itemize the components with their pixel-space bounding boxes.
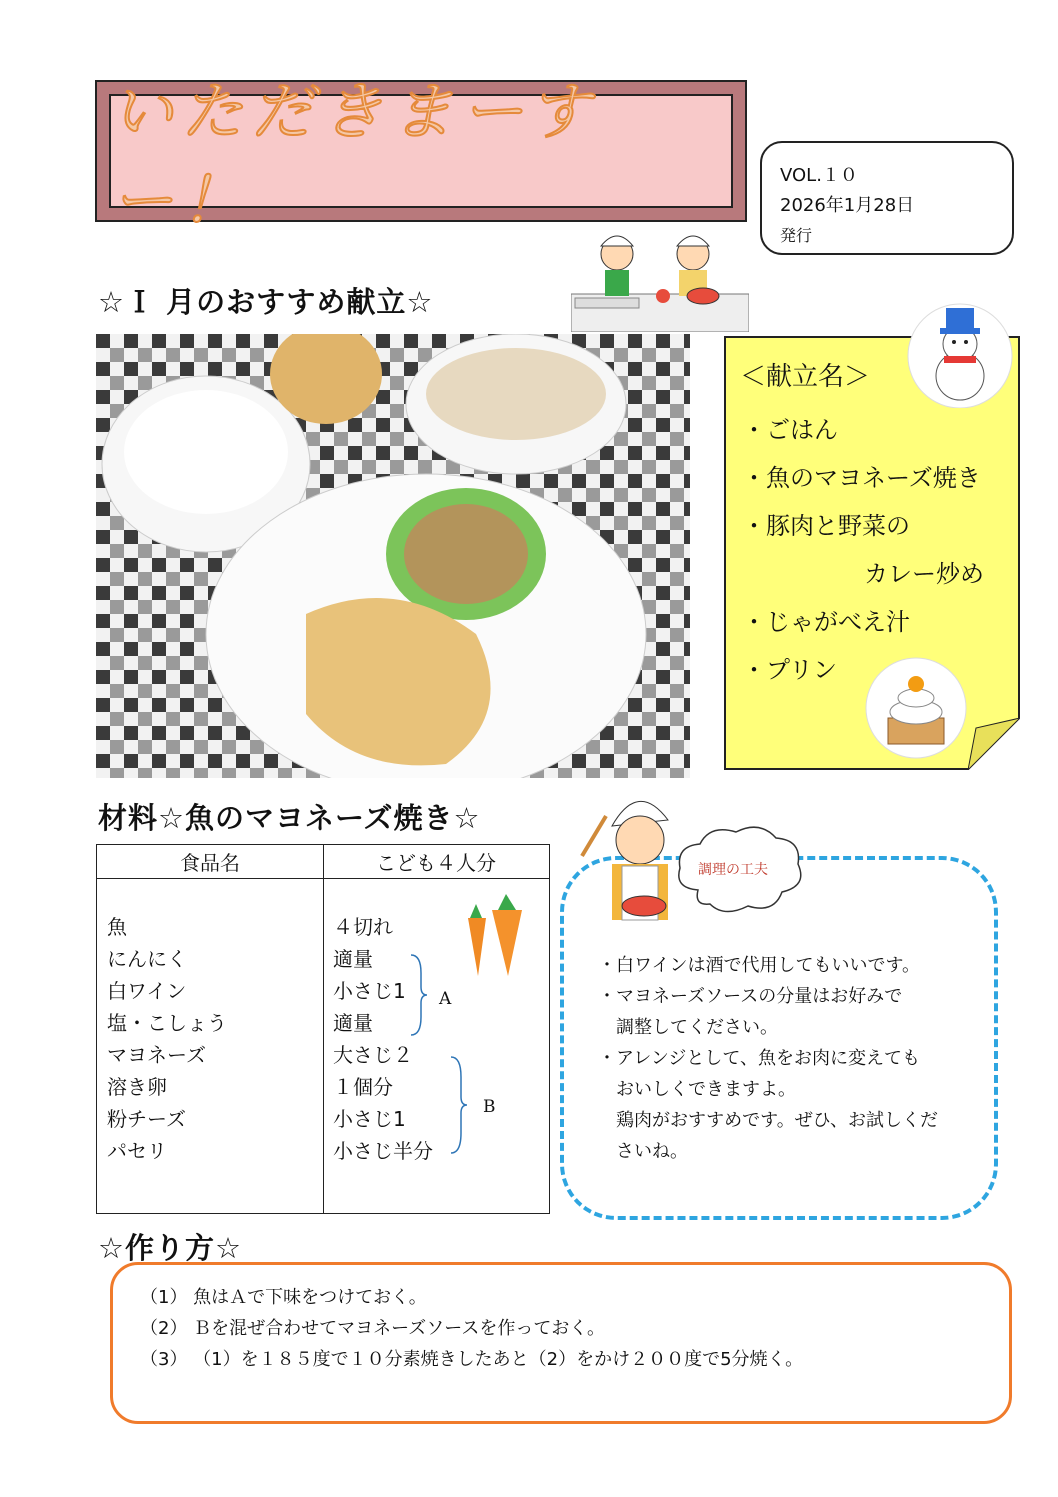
ingredient-amount: 小さじ1 bbox=[333, 979, 406, 1003]
menu-item: カレー炒め bbox=[864, 560, 984, 588]
tip-line: 鶏肉がおすすめです。ぜひ、お試しくだ bbox=[616, 1110, 939, 1131]
cooking-kids-illustration bbox=[571, 226, 749, 332]
cooking-tips-list bbox=[598, 950, 938, 1167]
ingredient-amount: 小さじ1 bbox=[333, 1107, 406, 1131]
ingredient-name: パセリ bbox=[107, 1139, 167, 1163]
tip-line: 調整してください。 bbox=[616, 1017, 778, 1038]
method-section-heading: ☆作り方☆ bbox=[98, 1231, 242, 1265]
issue-volume: VOL.１０ bbox=[780, 165, 858, 186]
tip-line: ・白ワインは酒で代用してもいいです。 bbox=[598, 955, 921, 976]
issue-issued-label: 発行 bbox=[780, 226, 813, 245]
tip-line: おいしくできますよ。 bbox=[616, 1079, 796, 1100]
menu-section-heading: ☆Ｉ 月のおすすめ献立☆ bbox=[98, 285, 434, 319]
menu-item: ・じゃがべえ汁 bbox=[742, 608, 910, 636]
kagami-mochi-illustration bbox=[862, 656, 970, 760]
newsletter-title: いただきまーすー！ bbox=[111, 75, 598, 237]
title-banner bbox=[95, 75, 747, 237]
menu-item: ・魚のマヨネーズ焼き bbox=[742, 464, 981, 492]
tip-line: さいね。 bbox=[616, 1141, 688, 1162]
ingredient-name: 粉チーズ bbox=[107, 1107, 186, 1131]
ingredients-section-heading: 材料☆魚のマヨネーズ焼き☆ bbox=[98, 801, 481, 835]
method-step: （2） Ｂを混ぜ合わせてマヨネーズソースを作っておく。 bbox=[140, 1318, 606, 1339]
carrot-illustration bbox=[462, 892, 526, 978]
menu-title: ＜献立名＞ bbox=[740, 362, 871, 392]
column-header-food: 食品名 bbox=[180, 851, 240, 875]
group-label-b: B bbox=[483, 1097, 496, 1117]
issue-info-box bbox=[760, 141, 1014, 255]
brace-b bbox=[449, 1055, 469, 1155]
title-banner-inner bbox=[109, 75, 733, 237]
cloud-label: 調理の工夫 bbox=[698, 862, 768, 878]
page-curl-corner bbox=[968, 718, 1020, 770]
menu-item: ・豚肉と野菜の bbox=[742, 512, 910, 540]
snowman-illustration bbox=[904, 300, 1018, 408]
ingredient-name: 白ワイン bbox=[107, 979, 187, 1003]
menu-list bbox=[742, 406, 984, 694]
method-steps bbox=[140, 1282, 803, 1375]
group-label-a: A bbox=[439, 989, 452, 1009]
ingredient-amount-list bbox=[333, 911, 433, 1167]
ingredient-amount: ４切れ bbox=[333, 915, 393, 939]
ingredient-name: 塩・こしょう bbox=[107, 1011, 227, 1035]
ingredient-amount: 小さじ半分 bbox=[333, 1139, 433, 1163]
ingredient-amount: 大さじ２ bbox=[333, 1043, 413, 1067]
menu-item: ・プリン bbox=[742, 656, 838, 684]
ingredient-name: にんにく bbox=[107, 947, 187, 971]
column-divider bbox=[323, 845, 324, 1213]
ingredient-name: マヨネーズ bbox=[107, 1043, 206, 1067]
ingredient-name: 溶き卵 bbox=[107, 1075, 167, 1099]
ingredient-name: 魚 bbox=[107, 915, 127, 939]
method-step: （1） 魚はＡで下味をつけておく。 bbox=[140, 1287, 427, 1308]
ingredient-amount: 適量 bbox=[333, 1011, 373, 1035]
meal-photo bbox=[96, 334, 690, 778]
issue-date: 2026年1月28日 bbox=[780, 195, 915, 216]
column-header-amount: こども４人分 bbox=[376, 851, 496, 875]
method-step: （3） （1）を１８５度で１０分素焼きしたあと（2）をかけ２００度で5分焼く。 bbox=[140, 1349, 804, 1370]
menu-item: ・ごはん bbox=[742, 416, 838, 444]
tip-line: ・マヨネーズソースの分量はお好みで bbox=[598, 986, 903, 1007]
ingredient-amount: １個分 bbox=[333, 1075, 393, 1099]
tip-line: ・アレンジとして、魚をお肉に変えても bbox=[598, 1048, 921, 1069]
ingredient-name-list bbox=[107, 911, 227, 1167]
brace-a bbox=[409, 953, 429, 1037]
ingredient-amount: 適量 bbox=[333, 947, 373, 971]
